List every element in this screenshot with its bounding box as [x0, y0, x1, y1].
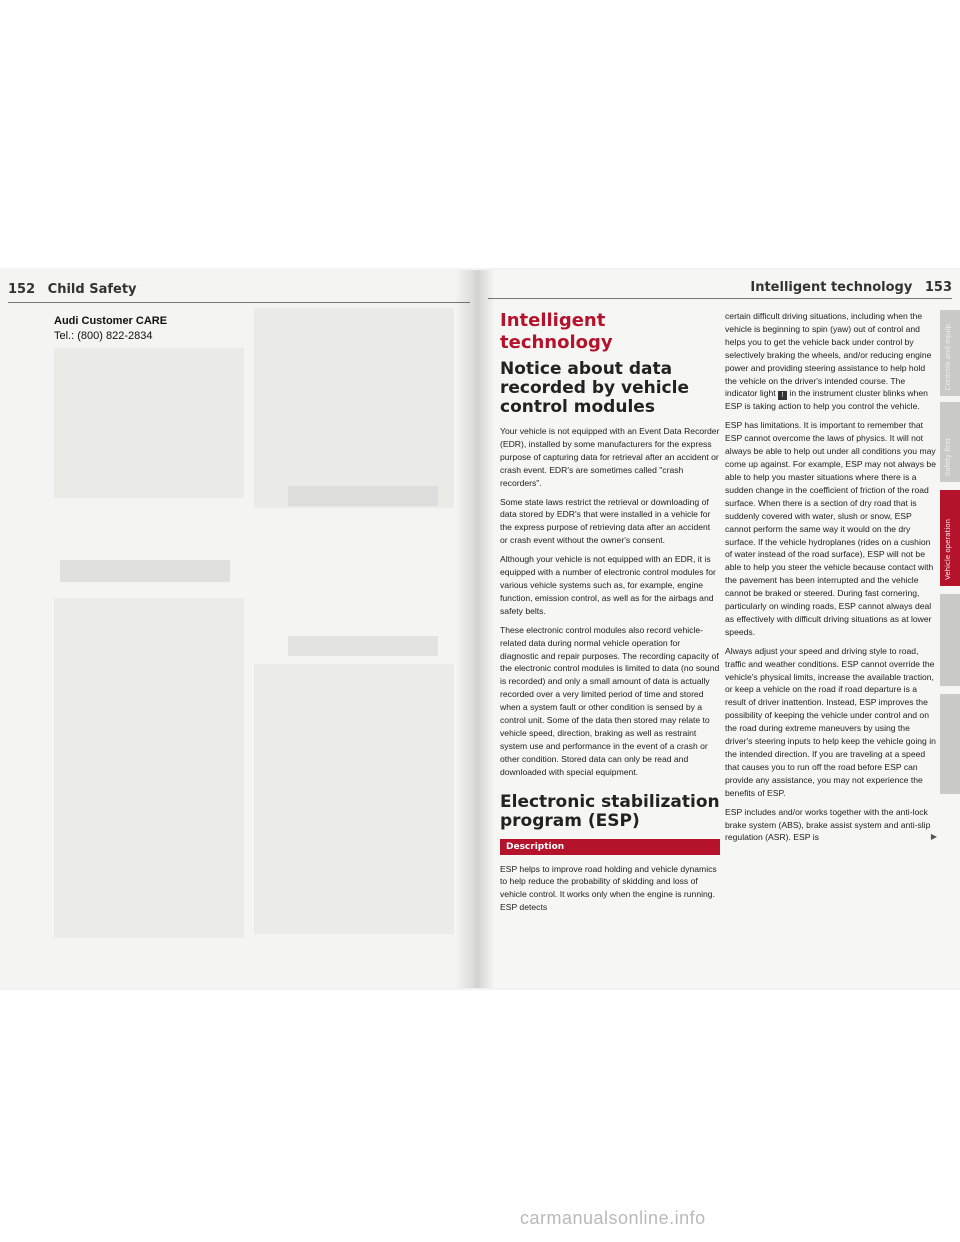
- thumb-tab-vehicle-operation: Vehicle operation: [940, 490, 960, 586]
- bleed-through-block-2: [254, 664, 454, 934]
- paragraph: Your vehicle is not equipped with an Event Data Recorder (EDR), installed by some manufacturers for the express purpose of capturing data for retrieval after an accident or crash event. EDR's are sometimes called "crash recorders".: [500, 426, 720, 488]
- customer-care-name: Audi Customer CARE: [54, 315, 168, 327]
- bleed-through-column-right: [254, 308, 454, 508]
- text-column-1: [500, 310, 720, 920]
- continue-arrow-icon: ▶: [930, 832, 937, 842]
- paragraph: [725, 806, 937, 845]
- paragraph: These electronic control modules also record vehicle-related data during normal vehicle operation for diagnostic and repair purposes. The recording capacity of the electronic control modules is limited to data (no sound is recorded) and only a small amount of data is actually recorded over a very limited period of time and stored when a system fault or other condition is sensed by a control unit. Some of the data then stored may relate to vehicle speed, direction, braking as well as restraint system use and performance in the event of a crash or other condition. Stored data can only be read and downloaded with special equipment.: [500, 624, 720, 777]
- left-section-title: Child Safety: [47, 282, 137, 297]
- right-page-number: 153: [924, 280, 952, 295]
- bleed-through-bar-2: [288, 486, 438, 506]
- customer-care-phone: Tel.: (800) 822-2834: [54, 330, 153, 342]
- thumb-tab-5: [940, 694, 960, 794]
- customer-care-block: [54, 314, 167, 344]
- book-gutter-shadow: [455, 270, 495, 988]
- description-label-bar: Description: [500, 839, 720, 855]
- paragraph: ESP has limitations. It is important to remember that ESP cannot overcome the laws of physics. It will not always be able to help out under all conditions you may come up against. For example, ESP may not always be able to help you master situations where there is a sudden change in the coefficient of friction of the road surface. When there is a section of dry road that is suddenly covered with water, slush or snow, ESP cannot perform the same way it would on the dry surface. If the vehicle hydroplanes (rides on a cushion of water instead of the road surface), ESP will not be able to help you steer the vehicle because contact with the pavement has been interrupted and the vehicle cannot be braked or steered. During fast cornering, particularly on winding roads, ESP cannot always deal as effectively with difficult driving situations as at lower speeds.: [725, 420, 936, 637]
- left-page: [0, 268, 480, 988]
- thumb-tab-controls: Controls and equip.: [940, 310, 960, 396]
- right-header-rule: [488, 298, 952, 299]
- sub-heading-edr-notice: Notice about data recorded by vehicle control modules: [500, 359, 689, 417]
- bleed-through-bar: [60, 560, 230, 582]
- paragraph: Some state laws restrict the retrieval or downloading of data stored by EDR's that were installed in a vehicle for the express purpose of retrieving data after an accident or crash event without the owner's consent.: [500, 496, 711, 546]
- paragraph-part: in the instrument cluster blinks when ESP is taking action to help you control the vehicle.: [725, 388, 928, 412]
- paragraph: Always adjust your speed and driving style to road, traffic and weather conditions. ESP cannot override the vehicle's physical limits, increase the available traction, or keep a vehicle on the road if road departure is a result of driver inattention. Instead, ESP improves the possibility of keeping the vehicle under control and on the road during extreme maneuvers by using the driver's steering inputs to help keep the vehicle going in the intended direction. If you are traveling at a speed that causes you to run off the road before ESP can provide any assistance, you may not experience the benefits of ESP.: [725, 645, 936, 798]
- left-header-rule: [8, 302, 470, 303]
- bleed-through-bar-3: [288, 636, 438, 656]
- right-page: [480, 270, 960, 988]
- text-column-2: [725, 310, 937, 850]
- main-heading: Intelligent technology: [500, 310, 613, 353]
- left-page-header: [8, 282, 137, 297]
- bleed-through-block: [54, 598, 244, 938]
- sub-heading-esp: Electronic stabilization program (ESP): [500, 791, 720, 831]
- watermark: carmanualsonline.info: [520, 1208, 706, 1228]
- paragraph-part: certain difficult driving situations, including when the vehicle is beginning to spin (yaw) out of control and helps you to get the vehicle back under control by selectively braking the wheels, and/or reducing engine power and providing steering assistance to help hold the vehicle on the driver's intended course. The indicator light: [725, 311, 932, 399]
- right-section-title: Intelligent technology: [750, 280, 913, 295]
- right-page-header: [750, 280, 952, 295]
- thumb-tab-safety: Safety first: [940, 402, 960, 482]
- left-page-number: 152: [8, 282, 36, 297]
- paragraph: Although your vehicle is not equipped with an EDR, it is equipped with a number of electronic control modules for various vehicle systems such as, for example, engine function, emission control, as well as for the airbags and safety belts.: [500, 554, 716, 616]
- paragraph-part: ESP includes and/or works together with the anti-lock brake system (ABS), brake assist system and anti-slip regulation (ASR). ESP is: [725, 806, 931, 843]
- paragraph: [725, 310, 937, 413]
- paragraph: ESP helps to improve road holding and vehicle dynamics to help reduce the probability of skidding and loss of vehicle control. It works only when the engine is running. ESP detects: [500, 863, 717, 913]
- bleed-through-column-left: [54, 348, 244, 498]
- esp-indicator-light-icon: !: [778, 391, 787, 400]
- thumb-tab-4: [940, 594, 960, 686]
